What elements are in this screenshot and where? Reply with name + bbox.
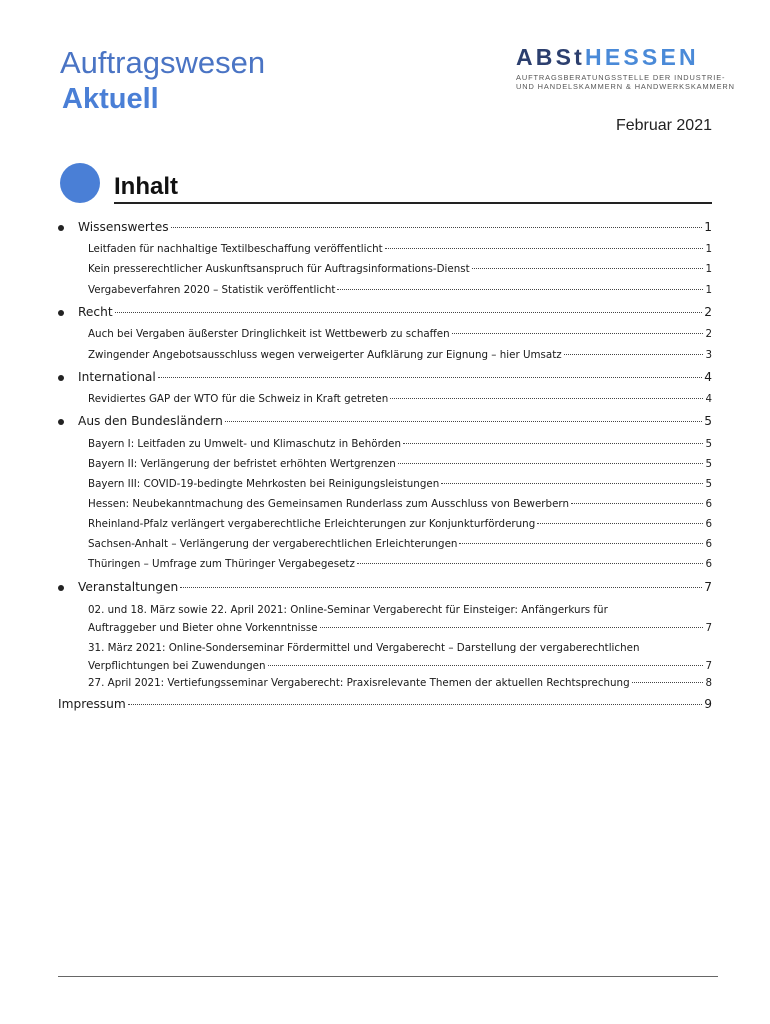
toc-page-number: 1 (705, 284, 712, 296)
toc-item[interactable] (88, 558, 712, 570)
toc-impressum[interactable] (58, 697, 712, 711)
toc-item-title-line1: 31. März 2021: Online-Sonderseminar Fördermittel und Vergaberecht – Darstellung der vergaberechtlichen (88, 642, 640, 654)
toc-page-number: 3 (705, 349, 712, 361)
toc-page-number: 5 (704, 414, 712, 428)
toc-page-number: 5 (705, 458, 712, 470)
toc-item-title: Rheinland-Pfalz verlängert vergaberechtliche Erleichterungen zur Konjunkturförderung (88, 518, 536, 530)
toc-item-title: Sachsen-Anhalt – Verlängerung der vergaberechtlichen Erleichterungen (88, 538, 458, 550)
bullet-icon (58, 419, 64, 425)
toc-item[interactable] (88, 263, 712, 275)
toc-item[interactable] (88, 639, 712, 675)
bullet-icon (58, 310, 64, 316)
footer-divider (58, 976, 718, 977)
toc-section[interactable] (78, 370, 712, 384)
toc-item-title: Zwingender Angebotsausschluss wegen verweigerter Aufklärung zur Eignung – hier Umsatz (88, 349, 562, 361)
toc-section-title: International (78, 370, 156, 384)
issue-date: Februar 2021 (615, 117, 712, 134)
toc-page-number: 5 (705, 438, 712, 450)
logo (516, 44, 699, 70)
toc-page-number: 5 (705, 478, 712, 490)
document-subtitle: Aktuell (62, 83, 159, 115)
toc-page-number: 1 (705, 263, 712, 275)
logo-part-abst: ABSt (516, 44, 586, 70)
toc-page-number: 2 (705, 328, 712, 340)
toc-page-number: 9 (704, 697, 712, 711)
toc-item-title: Vergabeverfahren 2020 – Statistik veröffentlicht (88, 284, 336, 296)
toc-item[interactable] (88, 478, 712, 490)
toc-item-title-line1: 02. und 18. März sowie 22. April 2021: Online-Seminar Vergaberecht für Einsteiger: Anfängerkurs für (88, 604, 608, 616)
document-title: Auftragswesen (60, 45, 266, 80)
toc-item-title: Revidiertes GAP der WTO für die Schweiz in Kraft getreten (88, 393, 389, 405)
toc-item-title-line2: Verpflichtungen bei Zuwendungen (88, 660, 266, 672)
toc-page-number: 6 (705, 558, 712, 570)
toc-item[interactable] (88, 438, 712, 450)
toc-item-title: Bayern III: COVID-19-bedingte Mehrkosten bei Reinigungsleistungen (88, 478, 440, 490)
toc-item[interactable] (88, 518, 712, 530)
toc-item-title: Kein presserechtlicher Auskunftsanspruch für Auftragsinformations-Dienst (88, 263, 470, 275)
toc-item[interactable] (88, 349, 712, 361)
toc-section[interactable] (78, 580, 712, 594)
toc-section-title: Aus den Bundesländern (78, 414, 223, 428)
toc-page-number: 4 (704, 370, 712, 384)
bullet-icon (58, 375, 64, 381)
toc-item[interactable] (88, 243, 712, 255)
toc-page-number: 2 (704, 305, 712, 319)
logo-tagline-1: AUFTRAGSBERATUNGSSTELLE DER INDUSTRIE- (516, 73, 726, 82)
toc-heading: Inhalt (114, 172, 712, 204)
toc-section[interactable] (78, 414, 712, 428)
toc-page-number: 7 (704, 580, 712, 594)
toc-section-title: Recht (78, 305, 113, 319)
toc-item-title: Leitfaden für nachhaltige Textilbeschaffung veröffentlicht (88, 243, 383, 255)
toc-item[interactable] (88, 498, 712, 510)
toc-item-title: Hessen: Neubekanntmachung des Gemeinsamen Runderlass zum Ausschluss von Bewerbern (88, 498, 569, 510)
heading-circle-icon (60, 163, 100, 203)
toc-item-title: Bayern I: Leitfaden zu Umwelt- und Klimaschutz in Behörden (88, 438, 402, 450)
toc-section[interactable] (78, 220, 712, 234)
toc-page-number: 4 (705, 393, 712, 405)
logo-tagline-2: UND HANDELSKAMMERN & HANDWERKSKAMMERN (516, 82, 735, 91)
toc-item[interactable] (88, 601, 712, 637)
bullet-icon (58, 585, 64, 591)
toc-page-number: 1 (705, 243, 712, 255)
toc-page-number: 8 (705, 677, 712, 689)
toc-item-title: Thüringen – Umfrage zum Thüringer Vergabegesetz (88, 558, 355, 570)
bullet-icon (58, 225, 64, 231)
logo-part-hessen: HESSEN (585, 44, 699, 70)
toc-page-number: 6 (705, 538, 712, 550)
toc-item-title: Bayern II: Verlängerung der befristet erhöhten Wertgrenzen (88, 458, 396, 470)
toc-page-number: 6 (705, 498, 712, 510)
toc-item-title-line2: Auftraggeber und Bieter ohne Vorkenntnisse (88, 622, 318, 634)
toc-page-number: 6 (705, 518, 712, 530)
toc-item[interactable] (88, 284, 712, 296)
toc-section-title: Wissenswertes (78, 220, 169, 234)
toc-page-number: 7 (705, 622, 712, 634)
toc-item[interactable] (88, 677, 712, 689)
toc-item-title: Auch bei Vergaben äußerster Dringlichkeit ist Wettbewerb zu schaffen (88, 328, 450, 340)
toc-section[interactable] (78, 305, 712, 319)
toc-item[interactable] (88, 328, 712, 340)
toc-page-number: 7 (705, 660, 712, 672)
toc-item[interactable] (88, 458, 712, 470)
toc-page-number: 1 (704, 220, 712, 234)
toc-section-title: Impressum (58, 697, 126, 711)
toc-item[interactable] (88, 393, 712, 405)
toc-section-title: Veranstaltungen (78, 580, 179, 594)
toc-item-title: 27. April 2021: Vertiefungsseminar Vergaberecht: Praxisrelevante Themen der aktuellen Rechtsprechung (88, 677, 630, 689)
toc-item[interactable] (88, 538, 712, 550)
